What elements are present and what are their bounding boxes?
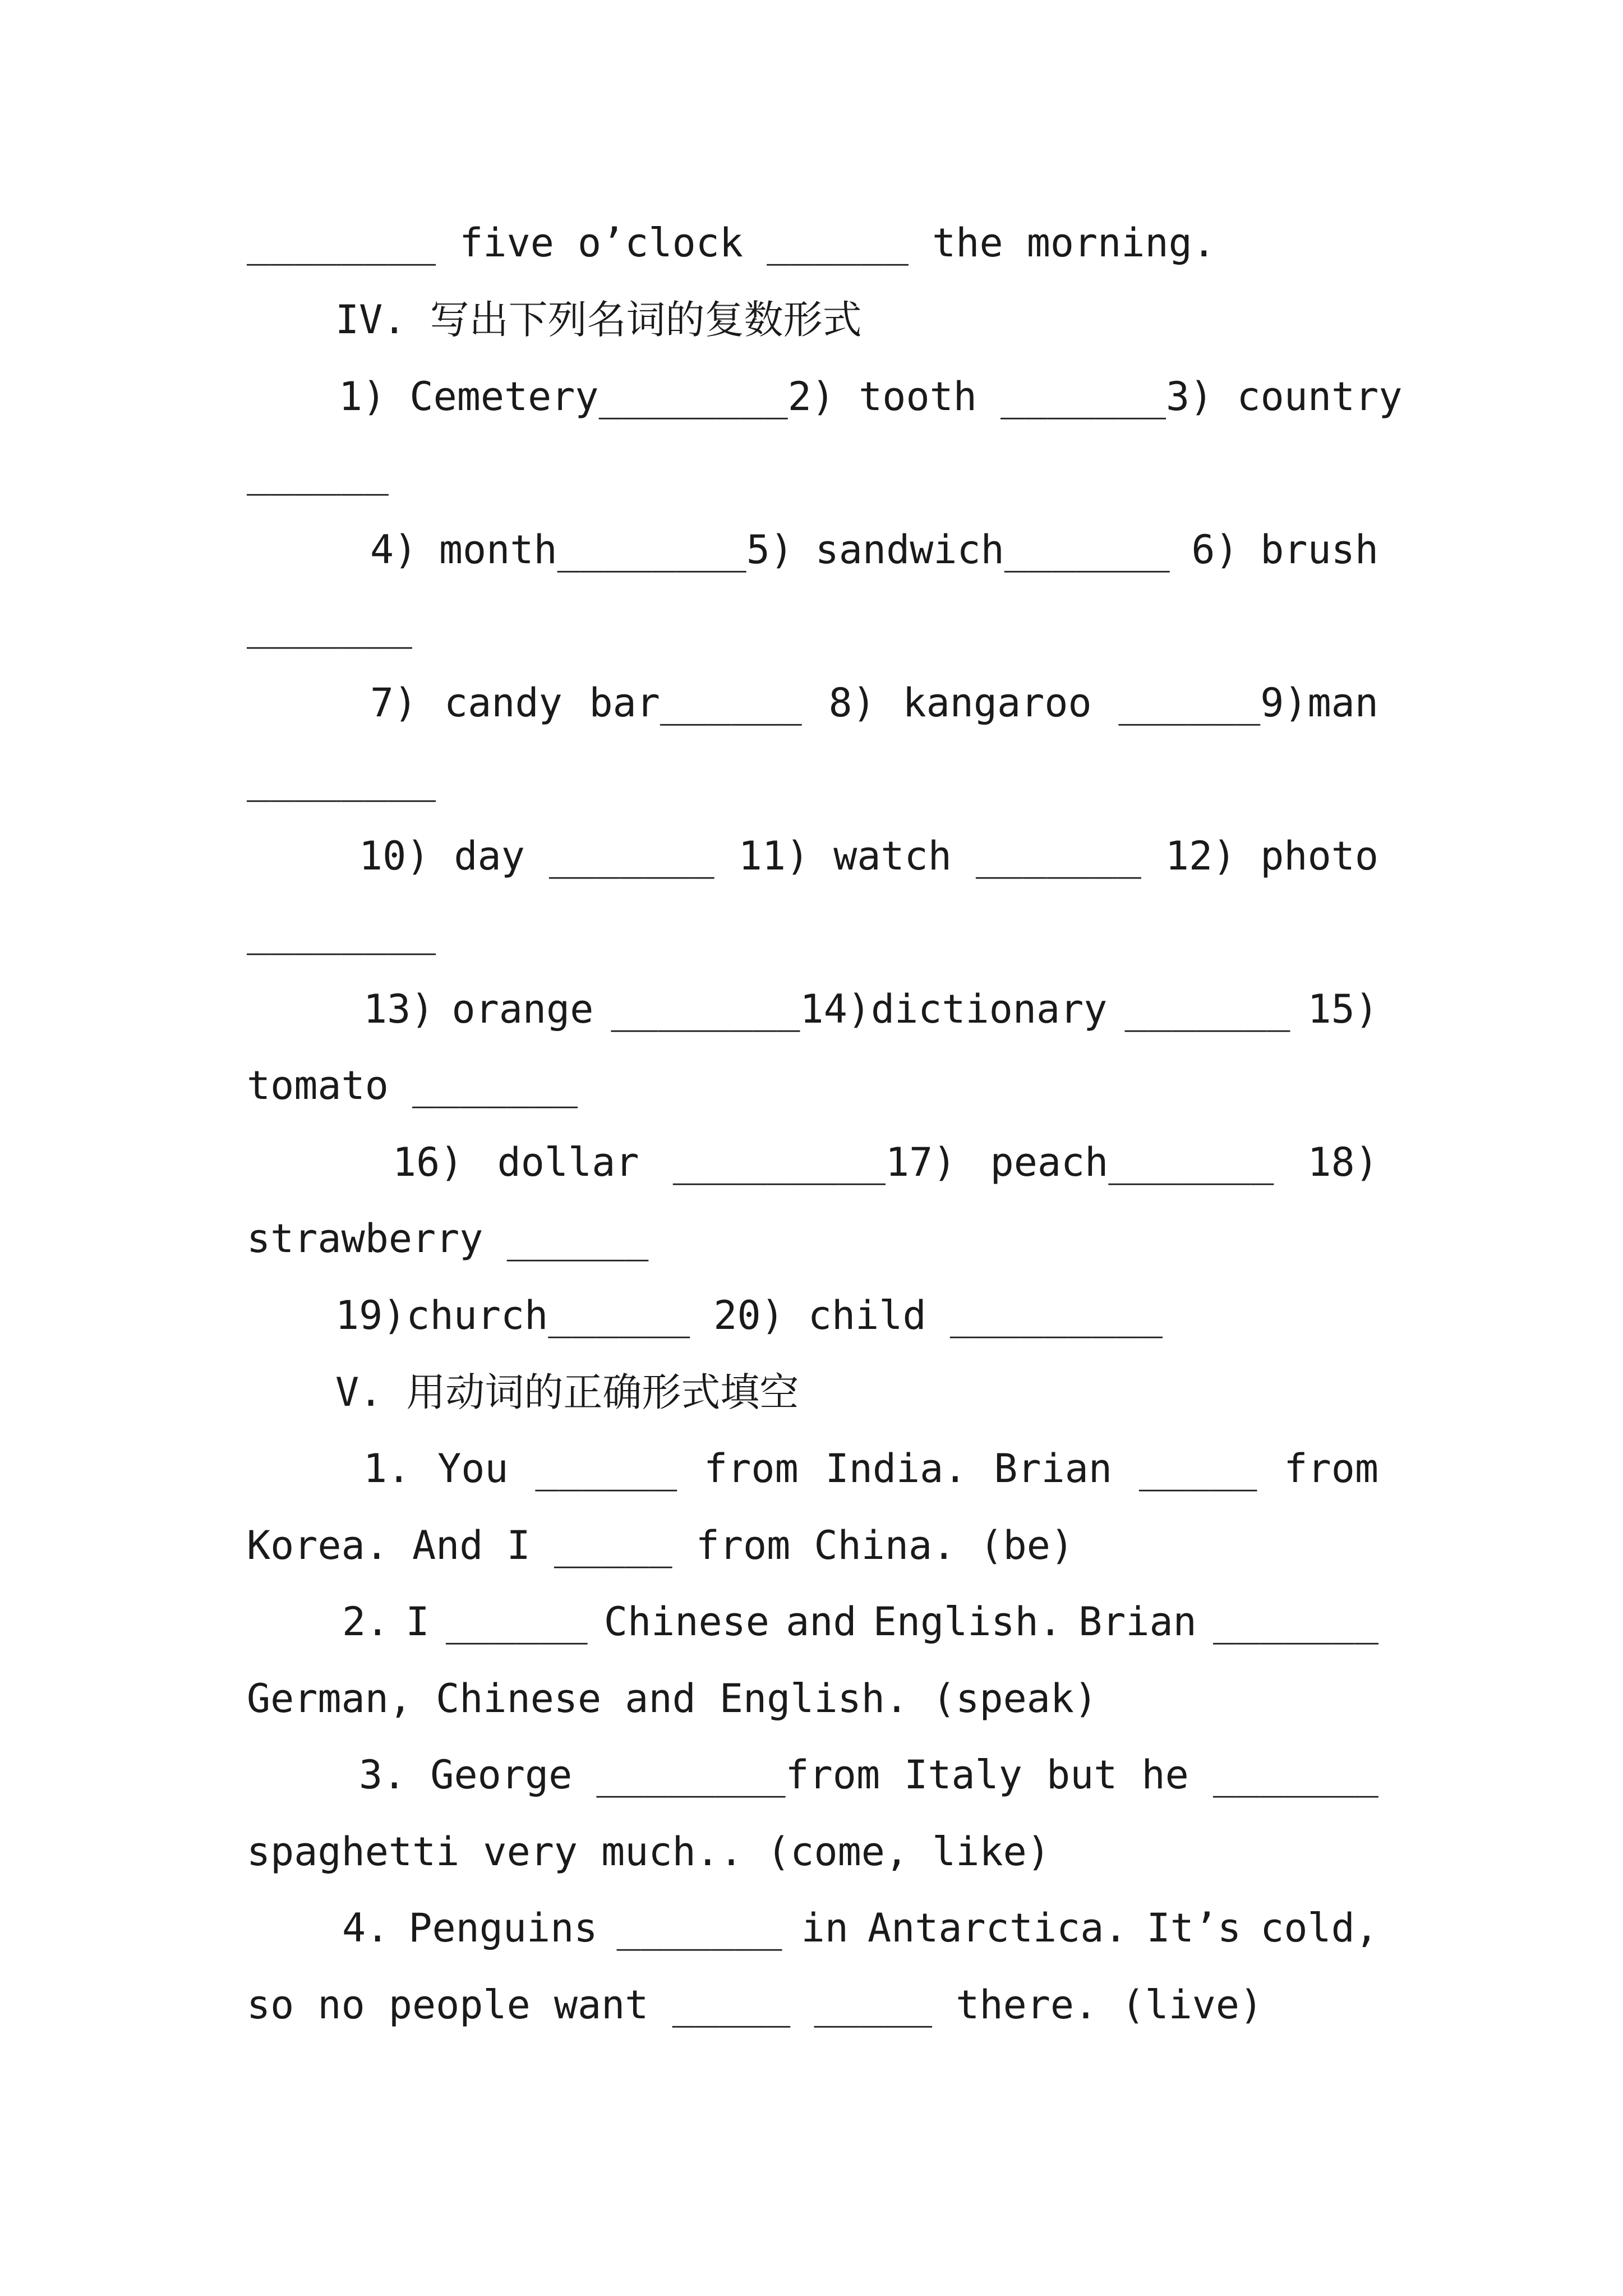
continuation-line: ________ five o’clock ______ the morning. bbox=[247, 220, 1216, 266]
verb-q4 bbox=[342, 1905, 1378, 1951]
verb-q3 bbox=[359, 1752, 1378, 1798]
verb-q4-tail: so no people want _____ _____ there. (live) bbox=[247, 1982, 1264, 2028]
q4-word: Antarctica. bbox=[867, 1905, 1128, 1951]
q2-word: Chinese bbox=[603, 1599, 769, 1645]
q1-number: 1. bbox=[363, 1446, 411, 1492]
verb-q2 bbox=[342, 1599, 1378, 1645]
q4-word: Penguins bbox=[408, 1905, 598, 1951]
item-7-candy: candy bbox=[444, 680, 562, 726]
plural-row-4 bbox=[359, 833, 1378, 879]
q2-word: and bbox=[786, 1599, 857, 1645]
item-12-photo: photo bbox=[1260, 833, 1378, 879]
q3-word: he bbox=[1141, 1752, 1189, 1798]
q4-word: cold, bbox=[1260, 1905, 1378, 1951]
item-1-cemetery: 1) Cemetery________ bbox=[339, 374, 788, 420]
plural-row-3 bbox=[370, 680, 1378, 726]
item-7-number: 7) bbox=[370, 680, 418, 726]
q1-word: from bbox=[704, 1446, 799, 1492]
item-4-number: 4) bbox=[370, 527, 418, 573]
plural-row-5 bbox=[363, 986, 1378, 1032]
q1-blank: _____ bbox=[1138, 1446, 1257, 1492]
item-17-peach: peach_______ bbox=[990, 1139, 1274, 1185]
item-18-number: 18) bbox=[1307, 1139, 1378, 1185]
q4-word: It’s bbox=[1146, 1905, 1242, 1951]
q2-number: 2. bbox=[342, 1599, 390, 1645]
q4-blank: _______ bbox=[616, 1905, 782, 1951]
verb-q1-tail: Korea. And I _____ from China. (be) bbox=[247, 1522, 1075, 1568]
q3-word: Italy bbox=[904, 1752, 1022, 1798]
plural-row-1 bbox=[339, 374, 1403, 420]
q4-word: in bbox=[801, 1905, 849, 1951]
q1-word: India. bbox=[825, 1446, 967, 1492]
plural-row-3-blank: ________ bbox=[247, 756, 436, 802]
q2-blank: _______ bbox=[1212, 1599, 1378, 1645]
item-2-tooth: 2) tooth _______ bbox=[787, 374, 1166, 420]
item-16-dollar: dollar bbox=[497, 1139, 639, 1185]
q1-blank: ______ bbox=[535, 1446, 677, 1492]
item-8-kangaroo: kangaroo bbox=[902, 680, 1092, 726]
q3-number: 3. bbox=[359, 1752, 407, 1798]
item-5-sandwich: sandwich_______ bbox=[815, 527, 1170, 573]
item-16-number: 16) bbox=[393, 1139, 464, 1185]
item-14-dictionary: ________14)dictionary bbox=[611, 986, 1108, 1032]
verb-q1 bbox=[363, 1446, 1378, 1492]
q2-word: English. bbox=[873, 1599, 1062, 1645]
q3-blank: ________from bbox=[596, 1752, 880, 1798]
item-11-blank: _______ bbox=[975, 833, 1141, 879]
item-6-number: 6) bbox=[1191, 527, 1239, 573]
q4-number: 4. bbox=[342, 1905, 390, 1951]
section-iv-heading: IV. 写出下列名词的复数形式 bbox=[335, 297, 862, 343]
item-13-number: 13) bbox=[363, 986, 435, 1032]
item-9-man: ______9)man bbox=[1118, 680, 1378, 726]
q1-word: Brian bbox=[994, 1446, 1112, 1492]
q1-word: from bbox=[1284, 1446, 1378, 1492]
plural-row-1-blank: ______ bbox=[247, 450, 389, 496]
item-10-blank: _______ bbox=[548, 833, 714, 879]
plural-row-2-blank: _______ bbox=[247, 603, 413, 649]
item-11-watch: watch bbox=[833, 833, 952, 879]
plural-row-4-blank: ________ bbox=[247, 909, 436, 955]
item-4-month: month________5) bbox=[439, 527, 794, 573]
plural-row-5-tail: tomato _______ bbox=[247, 1062, 578, 1108]
item-8-number: 8) bbox=[828, 680, 876, 726]
item-15-number: 15) bbox=[1307, 986, 1378, 1032]
q3-blank: _______ bbox=[1212, 1752, 1378, 1798]
q3-word: but bbox=[1046, 1752, 1118, 1798]
verb-q3-tail: spaghetti very much.. (come, like) bbox=[247, 1829, 1050, 1875]
item-12-number: 12) bbox=[1165, 833, 1237, 879]
item-6-brush: brush bbox=[1260, 527, 1378, 573]
q3-word: George bbox=[430, 1752, 573, 1798]
q2-word: I bbox=[405, 1599, 430, 1645]
section-v-heading: V. 用动词的正确形式填空 bbox=[335, 1369, 799, 1415]
item-14-blank: _______ bbox=[1124, 986, 1290, 1032]
q2-word: Brian bbox=[1078, 1599, 1197, 1645]
item-11-number: 11) bbox=[738, 833, 810, 879]
plural-row-6-tail: strawberry ______ bbox=[247, 1216, 649, 1262]
item-10-day: day bbox=[454, 833, 525, 879]
plural-row-2 bbox=[370, 527, 1378, 573]
item-17-number: _________17) bbox=[672, 1139, 957, 1185]
q2-blank: ______ bbox=[445, 1599, 588, 1645]
plural-row-7: 19)church______ 20) child _________ bbox=[335, 1292, 1163, 1338]
q1-word: You bbox=[437, 1446, 509, 1492]
plural-row-6 bbox=[393, 1139, 1378, 1185]
verb-q2-tail: German, Chinese and English. (speak) bbox=[247, 1676, 1098, 1722]
item-3-country: 3) country bbox=[1166, 374, 1403, 420]
item-7-bar: bar______ bbox=[589, 680, 802, 726]
item-10-number: 10) bbox=[359, 833, 430, 879]
item-13-orange: orange bbox=[451, 986, 594, 1032]
